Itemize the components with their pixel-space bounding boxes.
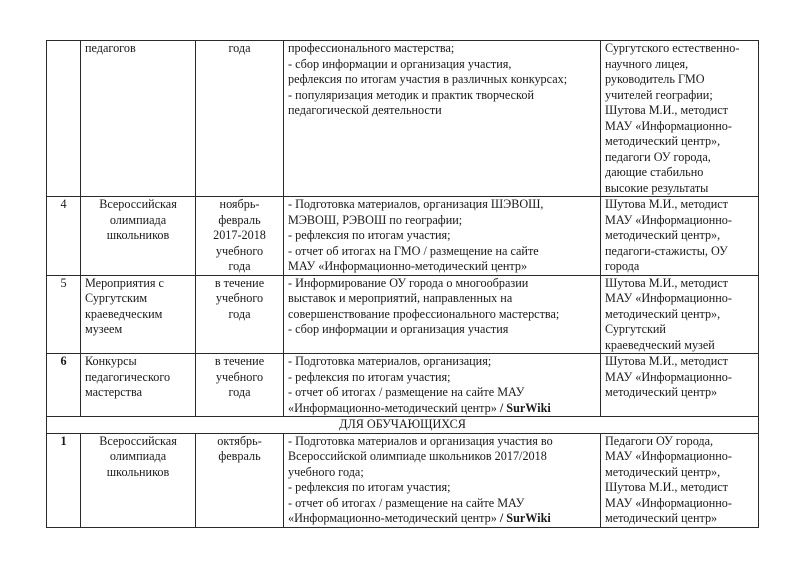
surwiki-label: / SurWiki: [496, 400, 551, 415]
event-period: в течение учебного года: [196, 354, 284, 417]
event-period: ноябрь- февраль 2017-2018 учебного года: [196, 197, 284, 276]
event-period: октябрь- февраль: [196, 433, 284, 527]
row-number: 6: [47, 354, 81, 417]
row-number: 4: [47, 197, 81, 276]
event-responsible: Сургутского естественно- научного лицея, руководитель ГМО учителей географии; Шутова М.И., методист МАУ «Информационно- методический центр», педагоги ОУ города, дающие стабильно высокие результаты: [601, 41, 759, 197]
event-description: - Информирование ОУ города о многообразии выставок и мероприятий, направленных на совершенствование профессионального мастерства; - сбор информации и организация участия: [284, 275, 601, 354]
table-row: [47, 41, 759, 197]
event-period: года: [196, 41, 284, 197]
row-number: 5: [47, 275, 81, 354]
section-header-row: [47, 417, 759, 434]
event-responsible: Педагоги ОУ города, МАУ «Информационно- методический центр», Шутова М.И., методист МАУ «Информационно- методический центр»: [601, 433, 759, 527]
event-responsible: Шутова М.И., методист МАУ «Информационно- методический центр», педагоги-стажисты, ОУ города: [601, 197, 759, 276]
surwiki-label: / SurWiki: [496, 511, 551, 525]
event-description: профессионального мастерства; - сбор информации и организация участия, рефлексия по итогам участия в различных конкурсах; - популяризация методик и практик творческой педагогической деятельности: [284, 41, 601, 197]
event-name: Всероссийская олимпиада школьников: [81, 197, 196, 276]
activity-plan-table: [46, 40, 759, 528]
table-row: [47, 275, 759, 354]
event-responsible: Шутова М.И., методист МАУ «Информационно- методический центр»: [601, 354, 759, 417]
table-row: [47, 197, 759, 276]
event-period: в течение учебного года: [196, 275, 284, 354]
event-description: - Подготовка материалов и организация участия во Всероссийской олимпиаде школьников 2017/2018 учебного года; - рефлексия по итогам участия; - отчет об итогах / размещение на сайте МАУ «Информационно-методический центр» / SurWiki: [284, 433, 601, 527]
event-name: Мероприятия с Сургутским краеведческим музеем: [81, 275, 196, 354]
row-number: [47, 41, 81, 197]
event-name: Всероссийская олимпиада школьников: [81, 433, 196, 527]
event-description: - Подготовка материалов, организация ШЭВОШ, МЭВОШ, РЭВОШ по географии; - рефлексия по итогам участия; - отчет об итогах на ГМО / размещение на сайте МАУ «Информационно-методический центр»: [284, 197, 601, 276]
event-name: педагогов: [81, 41, 196, 197]
event-name: Конкурсы педагогического мастерства: [81, 354, 196, 417]
row-number: 1: [47, 433, 81, 527]
event-responsible: Шутова М.И., методист МАУ «Информационно- методический центр», Сургутский краеведческий музей: [601, 275, 759, 354]
table-row: [47, 433, 759, 527]
table-row: [47, 354, 759, 417]
section-header: ДЛЯ ОБУЧАЮЩИХСЯ: [47, 417, 759, 434]
event-description: - Подготовка материалов, организация; - рефлексия по итогам участия; - отчет об итогах / размещение на сайте МАУ «Информационно-методический центр» / SurWiki: [284, 354, 601, 417]
